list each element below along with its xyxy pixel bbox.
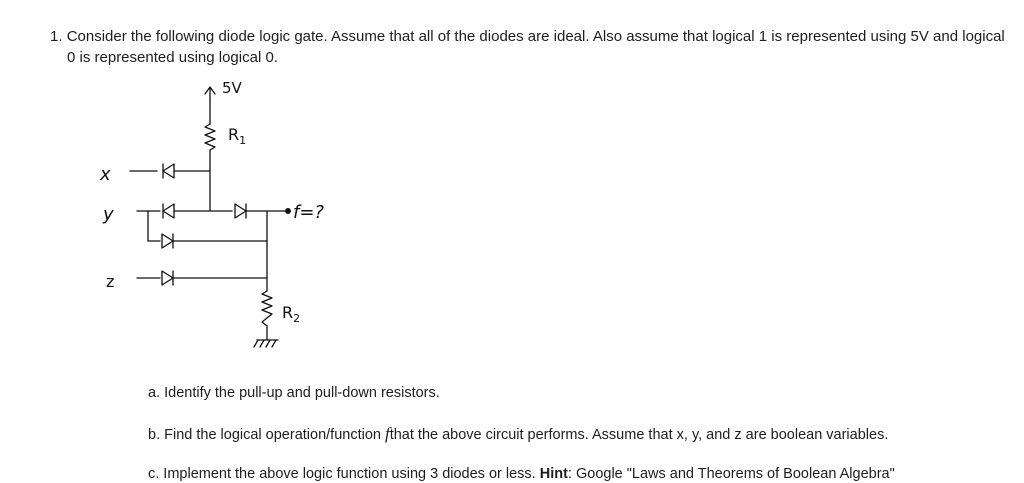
- r1-resistor-icon: [205, 124, 215, 150]
- input-x-label: x: [100, 164, 111, 185]
- part-b-suffix: that the above circuit performs. Assume that x, y, and z are boolean variables.: [389, 427, 889, 443]
- r1-label: $R_1$: [228, 125, 247, 147]
- part-b-f-symbol: f: [384, 424, 390, 443]
- input-z-label: z: [106, 272, 115, 291]
- question-line1: Consider the following diode logic gate. Assume that all of the diodes are ideal. Also assume that logical 1 is represented using 5V and logical: [66, 28, 1005, 45]
- part-c: [148, 465, 895, 483]
- part-b-prefix: b. Find the logical operation/function: [148, 427, 385, 443]
- part-c-hint-label: Hint: [539, 466, 568, 482]
- part-b: [148, 425, 888, 444]
- ground-icon: [254, 340, 278, 347]
- output-label: f=?: [293, 202, 324, 223]
- question-number: 1.: [50, 28, 63, 45]
- diode-z-icon: [162, 271, 173, 285]
- supply-label: 5V: [222, 79, 242, 97]
- diode-y1-icon: [163, 204, 174, 218]
- part-a: a. Identify the pull-up and pull-down resistors.: [148, 385, 440, 401]
- supply-arrow-icon: [205, 87, 215, 124]
- input-y-label: y: [103, 204, 114, 225]
- diode-y2-icon: [162, 234, 173, 248]
- diode-output-icon: [235, 204, 246, 218]
- question-line2: 0 is represented using logical 0.: [67, 49, 278, 66]
- r2-label: $R_2$: [282, 303, 301, 325]
- diode-x-icon: [163, 164, 174, 178]
- part-c-prefix: c. Implement the above logic function using 3 diodes or less.: [148, 466, 540, 482]
- r2-resistor-icon: [262, 291, 272, 326]
- part-c-suffix: : Google "Laws and Theorems of Boolean Algebra": [567, 466, 895, 482]
